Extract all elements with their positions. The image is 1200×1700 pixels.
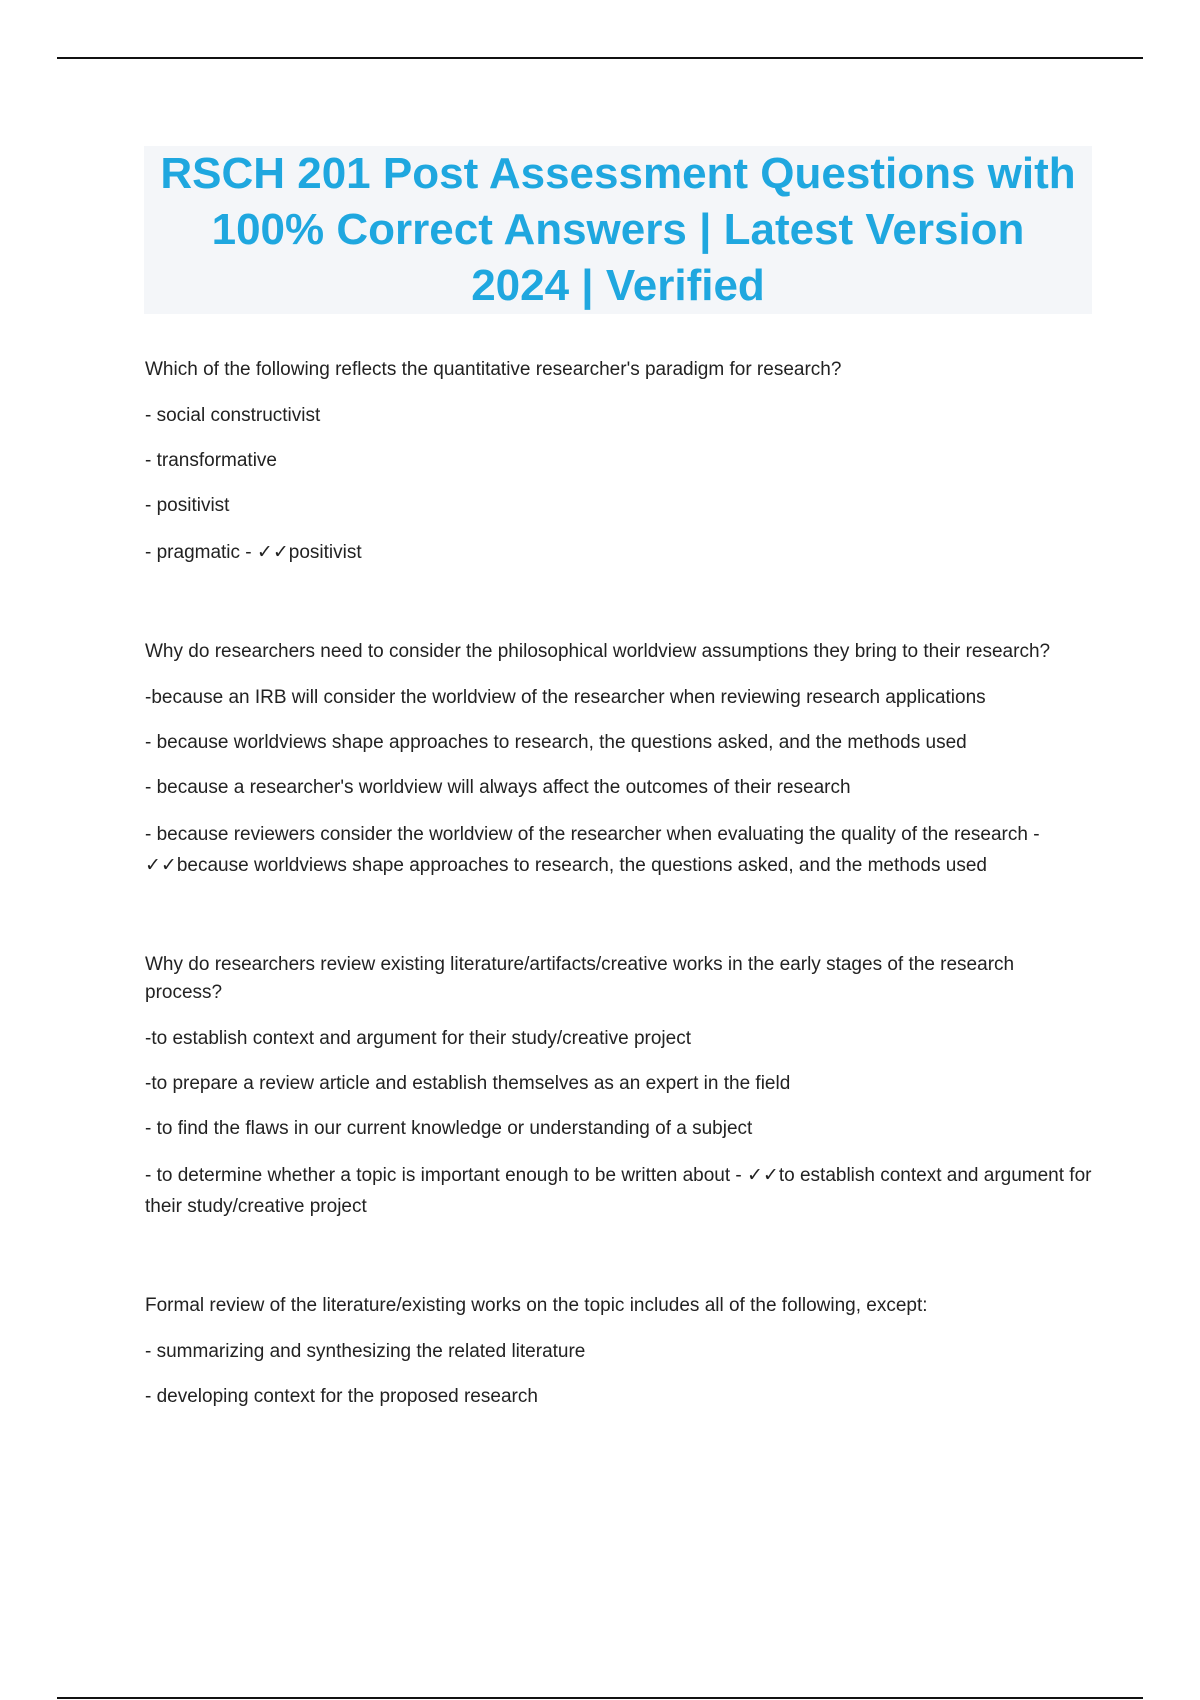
question-stem: Why do researchers review existing literature/artifacts/creative works in the early stages of the research process? — [145, 954, 1015, 1003]
option-text: - because reviewers consider the worldview of the researcher when evaluating the quality of the research - — [145, 824, 1040, 845]
answer-option-with-answer — [145, 819, 1095, 881]
double-check-icon: ✓✓ — [747, 1164, 779, 1186]
question-3 — [145, 951, 1095, 1222]
header-rule — [57, 57, 1143, 59]
document-title: RSCH 201 Post Assessment Questions with 100% Correct Answers | Latest Version 2024 | Verified — [160, 149, 1076, 310]
option-text: - to determine whether a topic is important enough to be written about - — [145, 1165, 747, 1186]
question-4 — [145, 1292, 1095, 1411]
answer-option: -to prepare a review article and establish themselves as an expert in the field — [145, 1073, 791, 1094]
answer-option: - transformative — [145, 450, 277, 471]
answer-option: - summarizing and synthesizing the related literature — [145, 1341, 586, 1362]
question-1 — [145, 356, 1095, 568]
answer-option: - to find the flaws in our current knowledge or understanding of a subject — [145, 1118, 753, 1139]
option-text: - pragmatic - — [145, 542, 257, 563]
double-check-icon: ✓✓ — [256, 541, 289, 563]
correct-answer: to establish context and argument for their study/creative project — [145, 1165, 1092, 1217]
correct-answer: positivist — [288, 542, 362, 563]
footer-rule — [57, 1697, 1143, 1699]
question-2 — [145, 638, 1095, 881]
question-stem: Which of the following reflects the quantitative researcher's paradigm for research? — [145, 359, 842, 380]
answer-option: - because worldviews shape approaches to research, the questions asked, and the methods used — [145, 732, 967, 753]
answer-option-with-answer — [145, 537, 1095, 568]
double-check-icon: ✓✓ — [145, 854, 177, 876]
answer-option-with-answer — [145, 1160, 1095, 1222]
title-banner — [144, 146, 1092, 314]
question-stem: Why do researchers need to consider the philosophical worldview assumptions they bring to their research? — [145, 641, 1051, 662]
correct-answer: because worldviews shape approaches to research, the questions asked, and the methods used — [176, 855, 987, 876]
answer-option: - developing context for the proposed research — [145, 1386, 538, 1407]
answer-option: -because an IRB will consider the worldview of the researcher when reviewing research applications — [145, 687, 986, 708]
question-list — [145, 356, 1095, 1435]
answer-option: - social constructivist — [145, 405, 321, 426]
answer-option: - because a researcher's worldview will always affect the outcomes of their research — [145, 777, 851, 798]
answer-option: -to establish context and argument for their study/creative project — [145, 1028, 691, 1049]
answer-option: - positivist — [145, 495, 230, 516]
question-stem: Formal review of the literature/existing works on the topic includes all of the following, except: — [145, 1295, 928, 1316]
